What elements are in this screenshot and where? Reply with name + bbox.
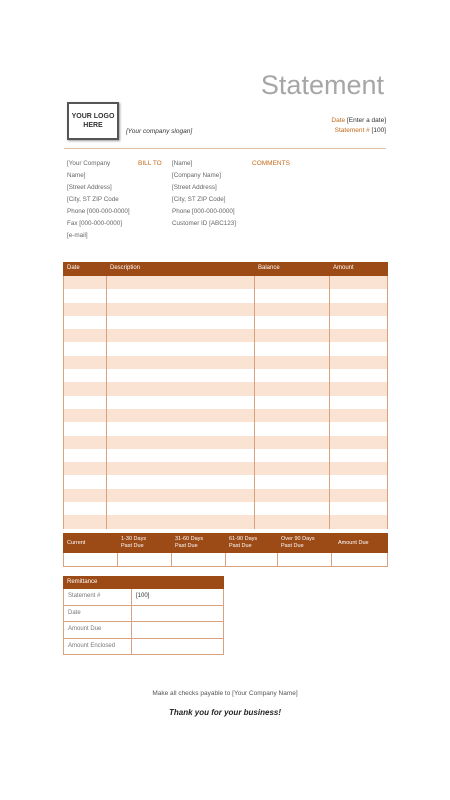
aging-summary <box>63 533 388 567</box>
company-line: [City, ST ZIP Code <box>67 196 119 203</box>
table-row[interactable] <box>64 329 387 342</box>
table-row[interactable] <box>64 502 387 515</box>
remittance-title: Remittance <box>63 576 224 589</box>
statement-number-value[interactable]: [100] <box>371 127 386 134</box>
col-header-description: Description <box>110 265 141 271</box>
date-label: Date <box>331 117 346 124</box>
table-row[interactable] <box>64 276 387 289</box>
statement-title: Statement <box>260 70 384 100</box>
column-divider <box>329 276 330 529</box>
remittance-label: Date <box>68 609 81 616</box>
company-line: Fax [000-000-0000] <box>67 220 122 227</box>
remittance-label: Amount Due <box>68 626 102 632</box>
statement-table <box>63 262 388 529</box>
aging-divider <box>277 553 278 566</box>
remittance-row[interactable] <box>63 589 224 606</box>
col-header-balance: Balance <box>258 265 280 271</box>
date-value[interactable]: [Enter a date] <box>346 117 386 124</box>
table-row[interactable] <box>64 369 387 382</box>
table-row[interactable] <box>64 436 387 449</box>
company-line: Name] <box>67 172 86 179</box>
table-row[interactable] <box>64 409 387 422</box>
bill-to-address <box>172 158 236 230</box>
table-body <box>63 276 388 529</box>
bill-to-line: [Street Address] <box>172 184 217 191</box>
remittance-row[interactable] <box>63 606 224 623</box>
logo-line-1: YOUR LOGO <box>71 113 115 120</box>
aging-values-row[interactable] <box>63 553 388 567</box>
remittance-divider <box>131 622 132 638</box>
table-row[interactable] <box>64 515 387 528</box>
statement-number-label: Statement # <box>334 127 370 134</box>
aging-divider <box>171 553 172 566</box>
table-row[interactable] <box>64 462 387 475</box>
table-row[interactable] <box>64 342 387 355</box>
remittance-row[interactable] <box>63 639 224 656</box>
bill-to-line: [City, ST ZIP Code] <box>172 196 226 203</box>
company-address <box>67 158 130 242</box>
bill-to-line: Phone [000-000-0000] <box>172 208 235 215</box>
checks-payable-note: Make all checks payable to [Your Company Name] <box>152 690 298 697</box>
table-row[interactable] <box>64 382 387 395</box>
remittance-label: Amount Enclosed <box>68 642 116 649</box>
table-row[interactable] <box>64 475 387 488</box>
remittance-row[interactable] <box>63 622 224 639</box>
column-divider <box>254 276 255 529</box>
remittance-box <box>63 576 224 655</box>
aging-divider <box>331 553 332 566</box>
company-line: [Your Company <box>67 160 111 167</box>
column-divider <box>106 276 107 529</box>
aging-divider <box>225 553 226 566</box>
col-header-amount: Amount <box>333 265 354 271</box>
bill-to-line: [Name] <box>172 160 193 167</box>
aging-header-1-30: 1-30 Days Past Due <box>121 536 147 549</box>
bill-to-line: [Company Name] <box>172 172 221 179</box>
remittance-value[interactable]: [100] <box>136 593 150 599</box>
table-row[interactable] <box>64 449 387 462</box>
aging-divider <box>117 553 118 566</box>
aging-header <box>63 533 388 553</box>
company-line: [Street Address] <box>67 184 112 191</box>
table-row[interactable] <box>64 422 387 435</box>
logo-line-2: HERE <box>83 122 103 129</box>
company-slogan: [Your company slogan] <box>126 128 193 135</box>
table-row[interactable] <box>64 356 387 369</box>
thank-you-note: Thank you for your business! <box>168 708 281 717</box>
bill-to-line: Customer ID [ABC123] <box>172 220 237 227</box>
header-divider <box>64 148 386 149</box>
logo-placeholder <box>67 102 119 140</box>
remittance-label: Statement # <box>68 593 101 599</box>
aging-header-61-90: 61-90 Days Past Due <box>229 536 258 549</box>
aging-header-amount-due: Amount Due <box>338 540 369 546</box>
aging-header-31-60: 31-60 Days Past Due <box>175 536 204 549</box>
remittance-divider <box>131 606 132 622</box>
date-line <box>331 117 386 124</box>
table-row[interactable] <box>64 489 387 502</box>
remittance-divider <box>131 589 132 605</box>
table-row[interactable] <box>64 316 387 329</box>
statement-number-line <box>335 127 386 134</box>
comments-label: COMMENTS <box>252 160 290 167</box>
bill-to-label: BILL TO <box>138 160 162 167</box>
aging-header-current: Current <box>67 540 86 546</box>
table-row[interactable] <box>64 396 387 409</box>
table-header <box>63 262 388 276</box>
company-line: [e-mail] <box>67 232 88 239</box>
remittance-divider <box>131 639 132 655</box>
aging-header-over-90: Over 90 Days Past Due <box>281 536 315 549</box>
col-header-date: Date <box>67 265 80 271</box>
table-row[interactable] <box>64 289 387 302</box>
table-row[interactable] <box>64 303 387 316</box>
company-line: Phone [000-000-0000] <box>67 208 130 215</box>
